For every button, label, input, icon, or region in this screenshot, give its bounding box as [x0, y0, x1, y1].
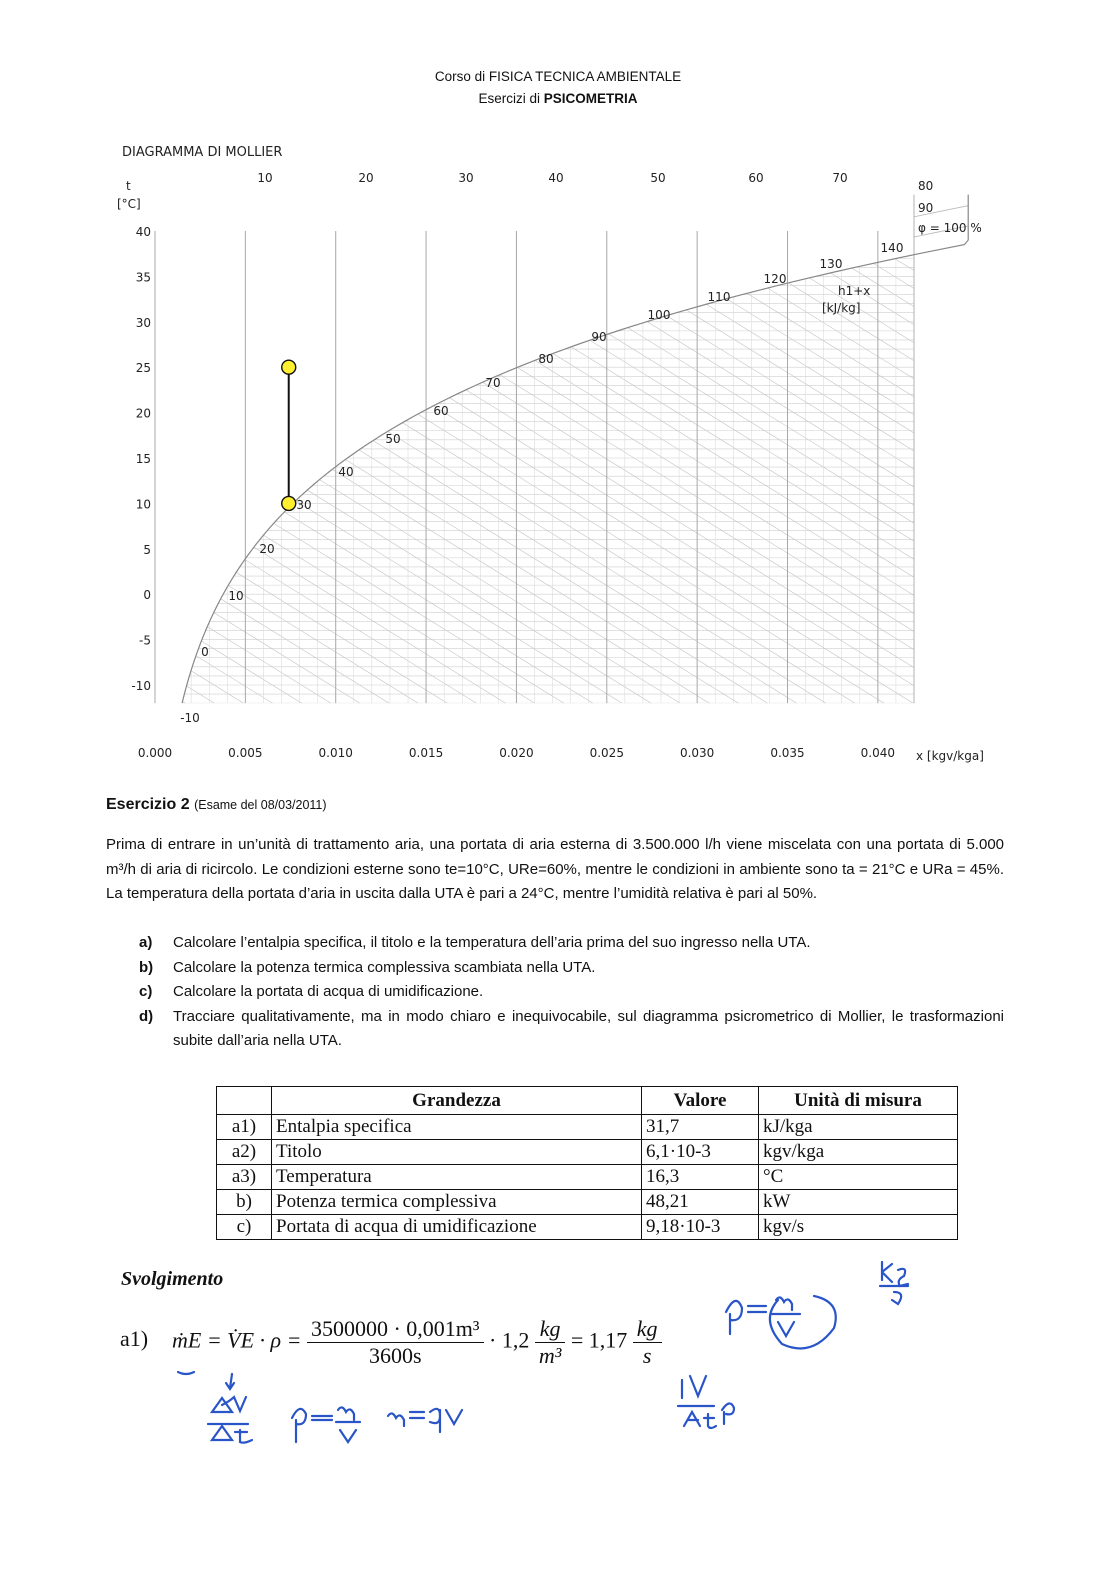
enthalpy-label: 60 — [433, 404, 449, 418]
enthalpy-label: 80 — [538, 352, 554, 366]
table-row: a3) Temperatura 16,3 °C — [217, 1165, 958, 1190]
enthalpy-label: 70 — [485, 376, 501, 390]
enthalpy-label: 110 — [707, 290, 731, 304]
y-tick-label: -10 — [131, 679, 151, 693]
chart-points — [282, 360, 296, 510]
y-tick-label: 20 — [135, 406, 151, 421]
state-point — [282, 496, 296, 510]
enthalpy-label: 100 — [647, 308, 671, 322]
state-point — [282, 360, 296, 374]
formula-unit-2: $\frac{kg}{s}$ — [633, 1316, 662, 1369]
enthalpy-label: 0 — [201, 645, 209, 659]
subject-line: Esercizi di PSICOMETRIA — [478, 91, 638, 106]
x-axis-label: x [kgv/kga] — [916, 749, 984, 763]
y-tick-label: -5 — [139, 633, 151, 648]
table-row: c) Portata di acqua di umidificazione 9,18·10-3 kgv/s — [217, 1215, 958, 1240]
table-row: b) Potenza termica complessiva 48,21 kW — [217, 1190, 958, 1215]
y-tick-label: 35 — [135, 270, 151, 285]
y-tick-label: 15 — [135, 452, 151, 466]
formula-lhs: ṁE = V̇E · ρ = — [172, 1327, 302, 1353]
enthalpy-label: -10 — [180, 711, 200, 725]
x-tick-label: 0.005 — [228, 746, 263, 760]
exercise-title: Esercizio 2 (Esame del 08/03/2011) — [106, 796, 327, 813]
enthalpy-unit: h1+x — [838, 284, 871, 298]
rh-label: 80 — [918, 179, 934, 193]
formula-density: · 1,2 — [489, 1327, 530, 1353]
x-tick-label: 0.030 — [679, 746, 715, 760]
x-tick-label: 0.000 — [137, 746, 173, 760]
enthalpy-label: 140 — [880, 241, 904, 255]
y-tick-label: 25 — [135, 361, 151, 376]
formula-fraction: $\frac{\text{3500000 · 0,001m³}}{3600s}$ — [307, 1316, 484, 1369]
exercise-questions — [106, 931, 1004, 1054]
x-tick-label: 0.015 — [408, 746, 444, 760]
enthalpy-label: 130 — [819, 257, 843, 271]
y-tick-label: 40 — [135, 225, 151, 239]
top-scale-label: 60 — [748, 171, 764, 185]
y-tick-label: 5 — [143, 542, 151, 557]
y-tick-label: 30 — [135, 315, 151, 330]
header-grandezza: Grandezza — [272, 1087, 642, 1115]
isenthalpic-line — [155, 130, 914, 343]
x-tick-label: 0.020 — [499, 746, 534, 760]
course-title: Corso di FISICA TECNICA AMBIENTALE — [434, 69, 682, 84]
rh-label: φ = 100 % — [918, 221, 982, 235]
y-tick-label: 10 — [135, 497, 151, 512]
top-scale-label: 10 — [257, 171, 273, 185]
chart-labels — [117, 145, 984, 763]
formula-result: = 1,17 — [570, 1327, 628, 1353]
enthalpy-label: 120 — [763, 272, 787, 286]
list-item: d) Tracciare qualitativamente, ma in modo chiaro e inequivocabile, sul diagramma psicrometrico di Mollier, le trasformazioni subite dall’aria nella UTA. — [139, 1007, 1004, 1050]
rh-curve — [160, 195, 360, 703]
top-scale-label: 50 — [650, 171, 666, 185]
x-tick-label: 0.010 — [318, 746, 353, 760]
enthalpy-label: 50 — [385, 432, 401, 446]
page-header — [0, 66, 1116, 110]
enthalpy-label: 30 — [296, 498, 312, 512]
enthalpy-label: 90 — [591, 330, 607, 344]
header-unita: Unità di misura — [759, 1087, 958, 1115]
exercise-paragraph: Prima di entrare in un’unità di trattamento aria, una portata di aria esterna di 3.500.000 l/h viene miscelata con una portata di 5.000 m³/h di aria di ricircolo. Le condizioni esterne sono te=10°C, URe=60%, mentre le condizioni in ambiente sono ta = 21°C e URa = 45%. La temperatura della portata d’aria in uscita dalla UTA è pari a 24°C, mentre l’umidità relativa è pari al 50%. — [106, 836, 1004, 903]
x-tick-label: 0.035 — [770, 746, 805, 760]
formula-unit-1: $\frac{kg}{\text{m³}}$ — [535, 1316, 565, 1369]
chart-title: DIAGRAMMA DI MOLLIER — [122, 145, 283, 160]
enthalpy-label: 20 — [259, 542, 275, 556]
enthalpy-label: 40 — [338, 465, 354, 479]
enthalpy-unit: [kJ/kg] — [822, 301, 861, 315]
list-item: c) Calcolare la portata di acqua di umidificazione. — [139, 983, 484, 1001]
top-scale-label: 30 — [458, 171, 474, 185]
results-table — [216, 1086, 958, 1240]
y-axis-label: t — [126, 179, 131, 193]
isenthalpic-line — [155, 703, 914, 780]
y-axis-unit: [°C] — [117, 197, 141, 211]
table-row: a2) Titolo 6,1·10-3 kgv/kga — [217, 1140, 958, 1165]
top-scale-label: 40 — [548, 171, 564, 185]
isenthalpic-line — [155, 130, 914, 144]
x-tick-label: 0.040 — [860, 746, 896, 760]
table-row: a1) Entalpia specifica 31,7 kJ/kga — [217, 1115, 958, 1140]
x-tick-label: 0.025 — [589, 746, 624, 760]
top-scale-label: 20 — [358, 171, 374, 185]
table-header-row — [217, 1087, 958, 1115]
isenthalpic-line — [155, 130, 914, 379]
rh-label: 90 — [918, 201, 934, 215]
enthalpy-label: 10 — [228, 589, 244, 603]
list-item: a) Calcolare l’entalpia specifica, il titolo e la temperatura dell’aria prima del suo ingresso nella UTA. — [139, 934, 811, 951]
y-tick-label: 0 — [143, 588, 151, 603]
top-scale-label: 70 — [832, 171, 848, 185]
header-valore: Valore — [642, 1087, 759, 1115]
list-item: b) Calcolare la potenza termica complessiva scambiata nella UTA. — [139, 958, 596, 976]
solution-title: Svolgimento — [121, 1268, 224, 1290]
mollier-diagram — [0, 130, 1116, 780]
isenthalpic-line — [155, 130, 914, 198]
formula-label: a1) — [120, 1326, 149, 1351]
